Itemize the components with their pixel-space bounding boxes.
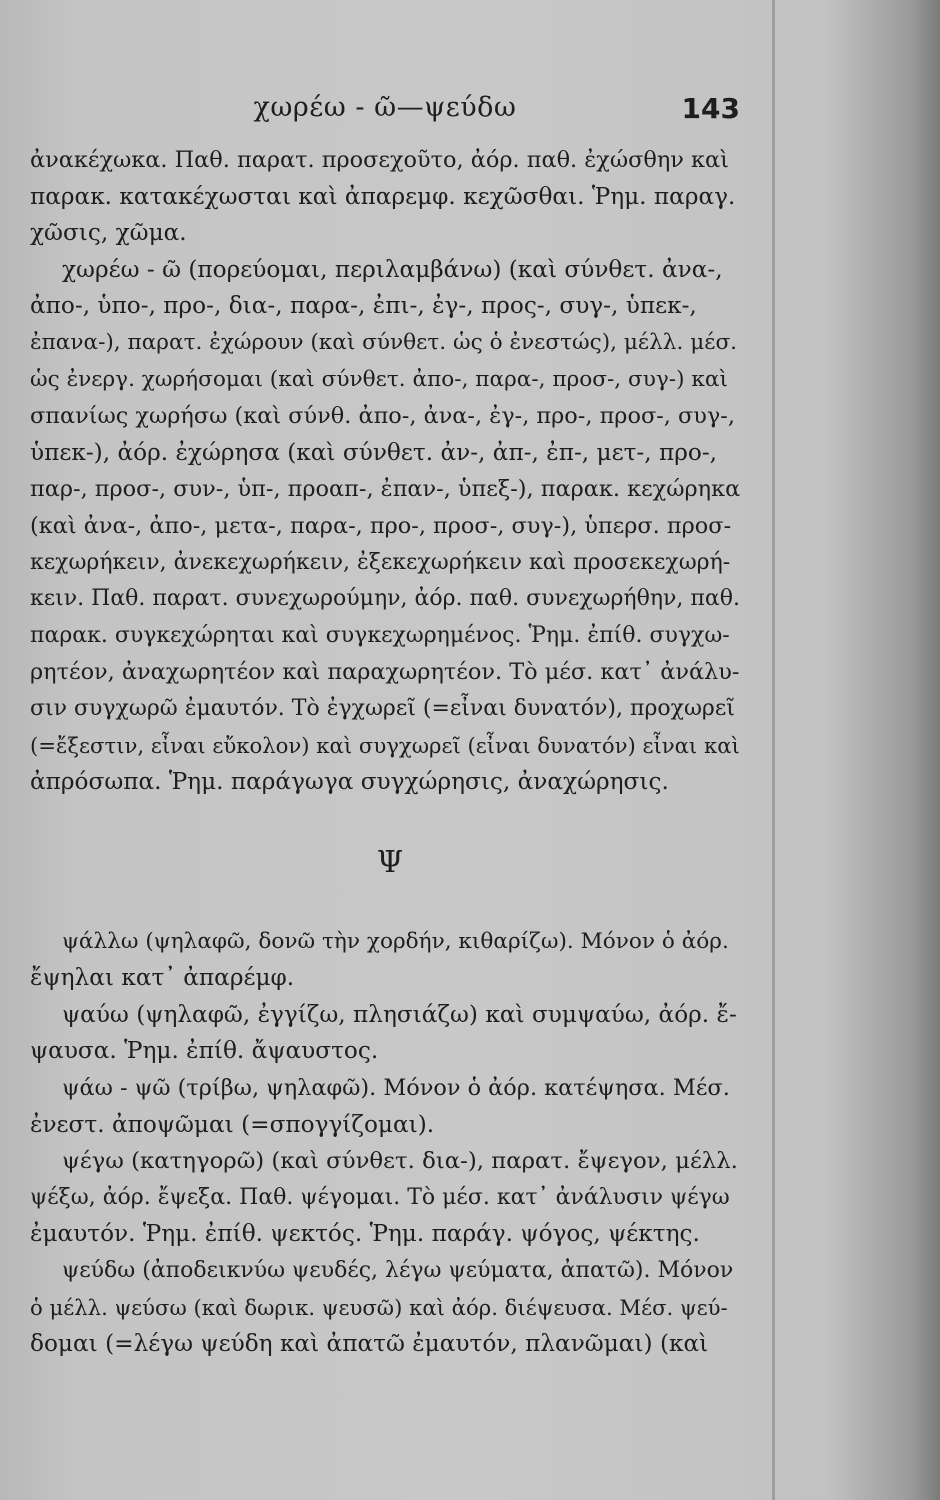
entries-psi-section [30, 924, 740, 1363]
text-line: ἐπανα-), παρατ. ἐχώρουν (καὶ σύνθετ. ὡς ὁ ἐνεστώς), μέλλ. μέσ. [30, 329, 738, 355]
text-line: παρακ. κατακέχωσται καὶ ἀπαρεμφ. κεχῶσθαι. Ῥημ. παραγ. [30, 182, 736, 210]
page-header [30, 92, 740, 132]
text-line: ἔψηλαι κατ᾽ ἀπαρέμφ. [30, 964, 295, 992]
text-line: κεχωρήκειν, ἀνεκεχωρήκειν, ἐξεκεχωρήκειν καὶ προσεκεχωρή- [30, 549, 731, 575]
text-line: ὁ μέλλ. ψεύσω (καὶ δωρικ. ψευσῶ) καὶ ἀόρ. διέψευσα. Μέσ. ψεύ- [30, 1294, 728, 1320]
text-line: (καὶ ἀνα-, ἀπο-, μετα-, παρα-, προ-, προσ-, συγ-), ὑπερσ. προσ- [30, 512, 732, 539]
section-letter-psi: Ψ [376, 844, 404, 880]
text-line: δομαι (=λέγω ψεύδη καὶ ἀπατῶ ἐμαυτόν, πλανῶμαι) (καὶ [30, 1330, 709, 1358]
text-line: ρητέον, ἀναχωρητέον καὶ παραχωρητέον. Τὸ μέσ. κατ᾽ ἀνάλυ- [30, 659, 740, 686]
running-head: χωρέω - ῶ—ψεύδω [253, 92, 517, 123]
text-line: ἀπρόσωπα. Ῥημ. παράγωγα συγχώρησις, ἀναχώρησις. [30, 768, 669, 796]
text-line: σιν συγχωρῶ ἐμαυτόν. Τὸ ἐγχωρεῖ (=εἶναι δυνατόν), προχωρεῖ [30, 695, 735, 721]
text-line: ἀνακέχωκα. Παθ. παρατ. προσεχοῦτο, ἀόρ. παθ. ἐχώσθην καὶ [30, 147, 729, 173]
text-line: ὡς ἐνεργ. χωρήσομαι (καὶ σύνθετ. ἀπο-, παρα-, προσ-, συγ-) καὶ [30, 366, 728, 392]
text-line: ψέξω, ἀόρ. ἔψεξα. Παθ. ψέγομαι. Τὸ μέσ. κατ᾽ ἀνάλυσιν ψέγω [30, 1184, 730, 1210]
text-line: ψαυσα. Ῥημ. ἐπίθ. ἄψαυστος. [30, 1037, 379, 1065]
page-fold-shadow [772, 0, 775, 1500]
text-line: (=ἔξεστιν, εἶναι εὔκολον) καὶ συγχωρεῖ (εἶναι δυνατόν) εἶναι καὶ [30, 732, 740, 758]
body-text [30, 142, 740, 1363]
page-number: 143 [681, 92, 740, 125]
text-line: ψαύω (ψηλαφῶ, ἐγγίζω, πλησιάζω) καὶ συμψαύω, ἀόρ. ἔ- [62, 1000, 737, 1028]
text-line: κειν. Παθ. παρατ. συνεχωρούμην, ἀόρ. παθ. συνεχωρήθην, παθ. [30, 586, 740, 612]
text-line: παρακ. συγκεχώρηται καὶ συγκεχωρημένος. Ῥημ. ἐπίθ. συγχω- [30, 622, 730, 648]
text-line: χῶσις, χῶμα. [30, 219, 187, 247]
text-line: ἀπο-, ὑπο-, προ-, δια-, παρα-, ἐπι-, ἐγ-, προς-, συγ-, ὑπεκ-, [30, 292, 697, 320]
text-line: ψάω - ψῶ (τρίβω, ψηλαφῶ). Μόνον ὁ ἀόρ. κατέψησα. Μέσ. [62, 1075, 730, 1102]
entries-chi-section [30, 142, 740, 801]
text-line: ἐνεστ. ἀποψῶμαι (=σπογγίζομαι). [30, 1110, 435, 1138]
text-line: χωρέω - ῶ (πορεύομαι, περιλαμβάνω) (καὶ σύνθετ. ἀνα-, [62, 255, 723, 283]
text-line: σπανίως χωρήσω (καὶ σύνθ. ἀπο-, ἀνα-, ἐγ-, προ-, προσ-, συγ-, [30, 403, 735, 430]
text-line: ψέγω (κατηγορῶ) (καὶ σύνθετ. δια-), παρατ. ἔψεγον, μέλλ. [62, 1148, 738, 1175]
text-line: ψεύδω (ἀποδεικνύω ψευδές, λέγω ψεύματα, ἀπατῶ). Μόνον [62, 1258, 734, 1284]
text-line: ἐμαυτόν. Ῥημ. ἐπίθ. ψεκτός. Ῥημ. παράγ. ψόγος, ψέκτης. [30, 1220, 700, 1248]
text-line: παρ-, προσ-, συν-, ὑπ-, προαπ-, ἐπαν-, ὑπεξ-), παρακ. κεχώρηκα [30, 476, 741, 503]
text-line: ὑπεκ-), ἀόρ. ἐχώρησα (καὶ σύνθετ. ἀν-, ἀπ-, ἐπ-, μετ-, προ-, [30, 438, 718, 466]
text-line: ψάλλω (ψηλαφῶ, δονῶ τὴν χορδήν, κιθαρίζω). Μόνον ὁ ἀόρ. [62, 928, 729, 954]
